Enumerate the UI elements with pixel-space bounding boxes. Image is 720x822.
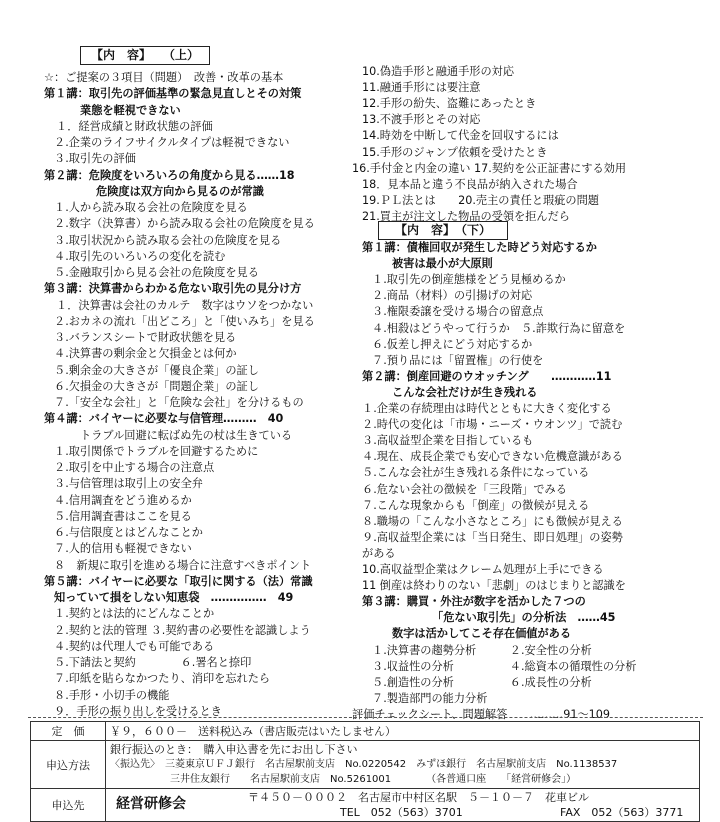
toc-item: ８.手形・小切手の機能 — [54, 688, 170, 702]
toc-item: ４.現在、成長企業でも安心できない危機意識がある — [362, 450, 623, 464]
toc-item: ６.仮差し押えにどう対応するか — [372, 337, 533, 351]
method-line: 銀行振込のとき： 購入申込書を先にお出し下さい — [110, 743, 358, 756]
toc-heading: 第１講：取引先の評価基準の緊急見直しとその対策 — [44, 87, 302, 101]
method-line: 〈振込先〉 三菱東京ＵＦＪ銀行 名古屋駅前支店 No.0220542 みずほ銀行 名古屋駅前支店 No.1138537 — [110, 759, 618, 770]
toc-item: ３.取引先の評価 — [54, 152, 136, 166]
toc-heading: 第３講：購買・外注が数字を活かした７つの — [362, 595, 586, 609]
toc-item: 12.手形の紛失、盗難にあったとき — [362, 97, 537, 111]
toc-heading: 第４講：バイヤーに必要な与信管理……… 40 — [44, 412, 284, 426]
method-detail — [106, 741, 700, 789]
toc-item: ７.人的信用も軽視できない — [54, 542, 192, 556]
toc-item: ５.こんな会社が生き残れる条件になっている — [362, 466, 590, 480]
destination-row — [31, 789, 700, 822]
toc-item: 16.手付金と内金の違い 17.契約を公正証書にする効用 — [352, 161, 627, 175]
toc-item: トラブル回避に転ばぬ先の杖は生きている — [80, 428, 293, 442]
destination-detail — [106, 789, 700, 822]
toc-item: ７.印紙を貼らなかつたり、消印を忘れたら — [54, 672, 271, 686]
method-row — [31, 741, 700, 789]
toc-item: １.取引関係でトラブルを回避するために — [54, 444, 259, 458]
toc-item: １.企業の存続理由は時代とともに大きく変化する — [362, 402, 612, 415]
toc-item: １.人から読み取る会社の危険度を見る — [54, 201, 248, 214]
order-table — [30, 721, 700, 822]
toc-item: ２.商品（材料）の引揚げの対応 — [372, 289, 533, 303]
toc-item: ４.取引先のいろいろの変化を読む — [54, 249, 226, 263]
toc-item: ７.製造部門の能力分析 — [372, 691, 488, 705]
toc-item: がある — [362, 546, 396, 560]
toc-item: ９.高収益型企業には「当日発生、即日処理」の姿勢 — [362, 530, 623, 544]
toc-item: ５.創造性の分析 ６.成長性の分析 — [372, 675, 592, 689]
toc-item: ４.信用調査をどう進めるか — [54, 493, 192, 507]
toc-item: 10.高収益型企業はクレーム処理が上手にできる — [362, 563, 604, 576]
toc-item: 15.手形のジャンプ依頼を受けたとき — [362, 145, 548, 159]
toc-item: ７.預り品には「留置権」の行使を — [372, 353, 544, 367]
toc-upper-title: 【内 容】 （上） — [80, 46, 210, 65]
toc-heading: 第５講：バイヤーに必要な「取引に関する（法）常識 — [44, 574, 313, 588]
toc-heading: 被害は最小が大原則 — [392, 257, 493, 271]
telephone: TEL 052（563）3701 — [340, 806, 463, 819]
method-label: 申込方法 — [31, 741, 106, 789]
fax: FAX 052（563）3771 — [560, 806, 684, 819]
toc-item: 14.時効を中断して代金を回収するには — [362, 129, 559, 143]
toc-item: ３.高収益型企業を目指しているも — [362, 434, 534, 448]
toc-item: ２.契約と法的管理 ３.契約書の必要性を認識しよう — [54, 623, 311, 637]
toc-item: ２.取引を中止する場合の注意点 — [54, 461, 215, 474]
toc-item: ３.バランスシートで財政状態を見る — [54, 331, 237, 344]
address: 〒４５０－０００２ 名古屋市中村区名駅 ５－１０－７ 花車ビル — [248, 791, 589, 804]
price-row — [31, 722, 700, 741]
toc-item: ９．手形の振り出しを受けるとき — [54, 704, 222, 718]
toc-item: ７.「安全な会社」と「危険な会社」を分けるもの — [54, 396, 304, 409]
toc-item: ７.こんな現象からも「倒産」の徴候が見える — [362, 498, 590, 512]
toc-item: 18．見本品と違う不良品が納入された場合 — [362, 177, 578, 191]
toc-item: ６.危ない会社の徴候を「三段階」でみる — [362, 482, 567, 496]
toc-item: ２.数字（決算書）から読み取る会社の危険度を見る — [54, 217, 315, 231]
toc-heading: 知っていて損をしない知恵袋 …………… 49 — [54, 591, 294, 604]
toc-item: ３.権限委譲を受ける場合の留意点 — [372, 305, 544, 319]
toc-item: ☆：ご提案の３項目（問題） 改善・改革の基本 — [44, 71, 284, 84]
toc-item: ６.欠損金の大きさが「問題企業」の証し — [54, 379, 259, 393]
toc-item: ６.与信限度とはどんなことか — [54, 526, 203, 539]
toc-lower-title: 【内 容】 （下） — [378, 221, 508, 240]
toc-item: ３.取引状況から読み取る会社の危険度を見る — [54, 233, 282, 247]
toc-heading: 第２講：危険度をいろいろの角度から見る……18 — [44, 168, 295, 182]
toc-item: 11.融通手形には要注意 — [362, 81, 481, 95]
toc-item: ４.決算書の剰余金と欠損金とは何か — [54, 347, 237, 361]
toc-item: １．決算書は会社のカルテ 数字はウソをつかない — [56, 298, 314, 312]
toc-heading: 第２講：倒産回避のウオッチング …………11 — [362, 369, 612, 383]
toc-heading: 数字は活かしてこそ存在価値がある — [392, 627, 572, 641]
toc-item: 評価チェックシート、問題解答 ………91～109 — [352, 707, 610, 721]
toc-item: １．経営成績と財政状態の評価 — [56, 119, 213, 133]
toc-heading: 「危ない取引先」の分析法 ……45 — [432, 611, 616, 625]
price-value: ￥９，６００－ 送料税込み（書店販売はいたしません） — [106, 722, 700, 741]
toc-item: ５.下請法と契約 ６.署名と捺印 — [54, 656, 252, 669]
toc-heading: 第３講：決算書からわかる危ない取引先の見分け方 — [44, 282, 302, 296]
method-line: 三井住友銀行 名古屋駅前支店 No.5261001 （各普通口座 「経営研修会」） — [110, 774, 577, 785]
toc-item: ８.職場の「こんな小さなところ」にも徴候が見える — [362, 514, 623, 528]
toc-heading: 業態を軽視できない — [80, 103, 181, 117]
organization-name: 経営研修会 — [116, 796, 186, 812]
price-label: 定 価 — [31, 722, 106, 741]
toc-item: １.決算書の趨勢分析 ２.安全性の分析 — [372, 643, 592, 657]
toc-item: ３.収益性の分析 ４.総資本の循環性の分析 — [372, 659, 637, 673]
toc-item: ５.信用調査書はここを見る — [54, 509, 192, 523]
toc-item: ２.時代の変化は「市場・ニーズ・ウオンツ」で読む — [362, 418, 623, 432]
toc-item: 13.不渡手形とその対応 — [362, 113, 481, 127]
toc-item: ２.おカネの流れ「出どころ」と「使いみち」を見る — [54, 314, 315, 328]
toc-item: 21.買主が注文した物品の受領を拒んだら — [362, 209, 570, 223]
divider — [28, 717, 703, 718]
toc-item: ５.金融取引から見る会社の危険度を見る — [54, 266, 259, 279]
toc-item: 10.偽造手形と融通手形の対応 — [362, 65, 515, 78]
toc-item: ４.契約は代理人でも可能である — [54, 639, 215, 653]
toc-item: ２.企業のライフサイクルタイプは軽視できない — [54, 136, 290, 149]
toc-item: １.取引先の倒産態様をどう見極めるか — [372, 273, 566, 287]
toc-heading: こんな会社だけが生き残れる — [392, 385, 538, 399]
toc-item: ８ 新規に取引を進める場合に注意すべきポイント — [54, 558, 312, 572]
toc-item: ５.剰余金の大きさが「優良企業」の証し — [54, 363, 259, 377]
toc-item: ４.相殺はどうやって行うか ５.詐欺行為に留意を — [372, 321, 626, 335]
toc-heading: 第１講：債権回収が発生した時どう対応するか — [362, 241, 597, 254]
toc-item: ３.与信管理は取引上の安全弁 — [54, 477, 203, 491]
destination-label: 申込先 — [31, 789, 106, 822]
toc-item: 11 倒産は終わりのない「悲劇」のはじまりと認識を — [362, 579, 626, 593]
toc-heading: 危険度は双方向から見るのが常識 — [96, 184, 264, 198]
toc-item: 19.ＰＬ法とは 20.売主の責任と瑕疵の問題 — [362, 193, 599, 207]
toc-item: １.契約とは法的にどんなことか — [54, 607, 215, 621]
